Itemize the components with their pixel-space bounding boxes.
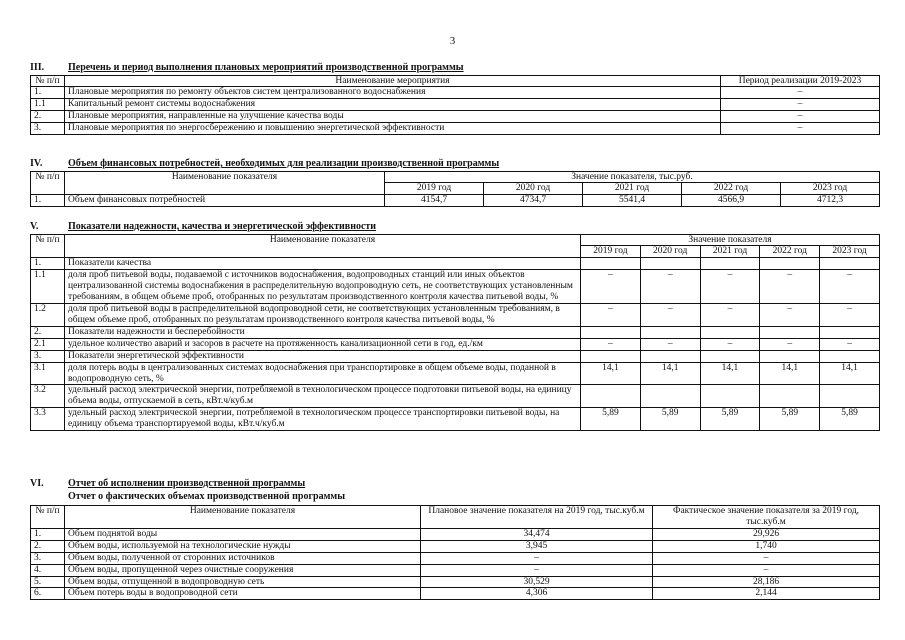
- table-row: [31, 350, 880, 362]
- fact-value: 1,740: [653, 540, 880, 552]
- col-indicator-name: Наименование показателя: [65, 234, 581, 258]
- section-6-title: Отчет об исполнении производственной программы: [68, 478, 306, 489]
- col-indicator-name: Наименование показателя: [65, 171, 385, 195]
- value-cell: [700, 326, 760, 338]
- value-cell: 14,1: [820, 362, 880, 385]
- fact-value: 2,144: [653, 588, 880, 600]
- row-number: 1.2: [31, 304, 65, 327]
- col-value-group: Значение показателя: [581, 234, 880, 246]
- indicator-name: Показатели надежности и бесперебойности: [65, 326, 581, 338]
- section-3-number: III.: [30, 62, 45, 73]
- section-3-title: Перечень и период выполнения плановых мероприятий производственной программы: [68, 62, 464, 73]
- value-cell: –: [820, 304, 880, 327]
- value-cell: [760, 326, 820, 338]
- period-value: –: [721, 87, 880, 99]
- row-number: 2.1: [31, 338, 65, 350]
- indicator-name: Показатели энергетической эффективности: [65, 350, 581, 362]
- value-cell: 4566,9: [682, 195, 781, 207]
- report-table: [30, 505, 880, 600]
- section-4-title: Объем финансовых потребностей, необходимых для реализации производственной программы: [68, 158, 500, 169]
- row-number: 3.: [31, 350, 65, 362]
- value-cell: [640, 258, 700, 270]
- value-cell: [700, 258, 760, 270]
- year-header: 2023 год: [781, 183, 880, 195]
- row-number: 3.1: [31, 362, 65, 385]
- value-cell: –: [760, 338, 820, 350]
- value-cell: –: [820, 338, 880, 350]
- value-cell: 4712,3: [781, 195, 880, 207]
- value-cell: –: [640, 270, 700, 304]
- value-cell: [640, 385, 700, 408]
- indicator-name: Объем финансовых потребностей: [65, 195, 385, 207]
- value-cell: –: [581, 338, 641, 350]
- value-cell: 4154,7: [385, 195, 484, 207]
- value-cell: 4734,7: [484, 195, 583, 207]
- row-number: 1.1: [31, 99, 65, 111]
- measures-table: [30, 75, 880, 136]
- table-row: [31, 362, 880, 385]
- indicator-name: Объем воды, используемой на технологические нужды: [65, 540, 421, 552]
- table-row: [31, 576, 880, 588]
- col-period: Период реализации 2019-2023: [721, 75, 880, 87]
- table-row: [31, 258, 880, 270]
- fact-value: –: [653, 564, 880, 576]
- value-cell: 5,89: [760, 408, 820, 431]
- value-cell: 5,89: [640, 408, 700, 431]
- year-header: 2019 год: [385, 183, 484, 195]
- fact-value: –: [653, 552, 880, 564]
- row-number: 4.: [31, 564, 65, 576]
- value-cell: [640, 350, 700, 362]
- col-measure-name: Наименование мероприятия: [65, 75, 721, 87]
- year-header: 2020 год: [484, 183, 583, 195]
- value-cell: 5,89: [700, 408, 760, 431]
- period-value: –: [721, 99, 880, 111]
- row-number: 1.: [31, 87, 65, 99]
- plan-value: 3,945: [421, 540, 653, 552]
- section-4: [30, 158, 880, 207]
- row-number: 2.: [31, 111, 65, 123]
- year-header: 2022 год: [682, 183, 781, 195]
- indicator-name: удельное количество аварий и засоров в расчете на протяженность канализационной сети в год, ед./км: [65, 338, 581, 350]
- col-number: № п/п: [31, 171, 65, 195]
- table-row: [31, 270, 880, 304]
- measure-name: Плановые мероприятия по энергосбережению и повышению энергетической эффективности: [65, 123, 721, 135]
- indicator-name: Объем воды, отпущенной в водопроводную сеть: [65, 576, 421, 588]
- table-header-row: [31, 75, 880, 87]
- col-number: № п/п: [31, 75, 65, 87]
- table-row: [31, 385, 880, 408]
- row-number: 1.1: [31, 270, 65, 304]
- row-number: 3.: [31, 552, 65, 564]
- measure-name: Плановые мероприятия, направленные на улучшение качества воды: [65, 111, 721, 123]
- table-row: [31, 540, 880, 552]
- value-cell: 5,89: [820, 408, 880, 431]
- col-plan-value: Плановое значение показателя на 2019 год, тыс.куб.м: [421, 506, 653, 529]
- section-5: [30, 221, 880, 431]
- fact-value: 28,186: [653, 576, 880, 588]
- table-header-row: [31, 171, 880, 183]
- value-cell: [640, 326, 700, 338]
- measure-name: Капитальный ремонт системы водоснабжения: [65, 99, 721, 111]
- value-cell: [820, 350, 880, 362]
- indicator-name: Объем воды, пропущенной через очистные сооружения: [65, 564, 421, 576]
- value-cell: [760, 385, 820, 408]
- section-4-number: IV.: [30, 158, 43, 169]
- value-cell: [760, 258, 820, 270]
- value-cell: –: [820, 270, 880, 304]
- indicator-name: Объем поднятой воды: [65, 528, 421, 540]
- row-number: 6.: [31, 588, 65, 600]
- indicator-name: доля проб питьевой воды, подаваемой с источников водоснабжения, водопроводных станций или иных объектов централизованной системы водоснабжения в распределительную водопроводную сеть, не соответствующих установленным требованиям, в общем объеме проб, отобранных по результатам производственного контроля качества питьевой воды, %: [65, 270, 581, 304]
- value-cell: –: [700, 304, 760, 327]
- table-row: [31, 99, 880, 111]
- indicators-table: [30, 234, 880, 432]
- section-5-header: [30, 221, 880, 233]
- table-header-row: [31, 234, 880, 246]
- plan-value: 4,306: [421, 588, 653, 600]
- plan-value: –: [421, 552, 653, 564]
- table-row: [31, 123, 880, 135]
- year-header: 2021 год: [700, 246, 760, 258]
- section-6-header: [30, 478, 880, 490]
- row-number: 1.: [31, 258, 65, 270]
- value-cell: [581, 350, 641, 362]
- section-6-subtitle: Отчет о фактических объемах производственной программы: [68, 490, 345, 502]
- value-cell: –: [760, 270, 820, 304]
- indicator-name: удельный расход электрической энергии, потребляемой в технологическом процессе подготовки питьевой воды, на единицу объема воды, отпускаемой в сеть, кВт.ч/куб.м: [65, 385, 581, 408]
- value-cell: –: [640, 338, 700, 350]
- row-number: 2.: [31, 540, 65, 552]
- year-header: 2021 год: [583, 183, 682, 195]
- row-number: 5.: [31, 576, 65, 588]
- value-cell: [820, 385, 880, 408]
- table-header-row: [31, 506, 880, 529]
- table-row: [31, 408, 880, 431]
- section-3-header: [30, 62, 880, 74]
- section-6: [30, 478, 880, 600]
- year-header: 2020 год: [640, 246, 700, 258]
- value-cell: –: [640, 304, 700, 327]
- table-row: [31, 87, 880, 99]
- col-fact-value: Фактическое значение показателя за 2019 год, тыс.куб.м: [653, 506, 880, 529]
- value-cell: [700, 385, 760, 408]
- row-number: 1.: [31, 195, 65, 207]
- indicator-name: доля потерь воды в централизованных системах водоснабжения при транспортировке в общем объеме воды, поданной в водопроводную сеть, %: [65, 362, 581, 385]
- plan-value: 34,474: [421, 528, 653, 540]
- page-number: 3: [449, 35, 456, 47]
- value-cell: [581, 326, 641, 338]
- col-value-group: Значение показателя, тыс.руб.: [385, 171, 880, 183]
- value-cell: –: [700, 338, 760, 350]
- value-cell: [820, 258, 880, 270]
- value-cell: –: [581, 270, 641, 304]
- indicator-name: удельный расход электрической энергии, потребляемой в технологическом процессе транспортировки питьевой воды, на единицу объема транспортируемой воды, кВт.ч/куб.м: [65, 408, 581, 431]
- period-value: –: [721, 123, 880, 135]
- value-cell: 14,1: [581, 362, 641, 385]
- value-cell: –: [760, 304, 820, 327]
- table-row: [31, 588, 880, 600]
- value-cell: [700, 350, 760, 362]
- table-row: [31, 338, 880, 350]
- plan-value: –: [421, 564, 653, 576]
- table-row: [31, 552, 880, 564]
- value-cell: 5,89: [581, 408, 641, 431]
- indicator-name: Объем потерь воды в водопроводной сети: [65, 588, 421, 600]
- col-indicator-name: Наименование показателя: [65, 506, 421, 529]
- year-header: 2023 год: [820, 246, 880, 258]
- value-cell: –: [700, 270, 760, 304]
- table-row: [31, 326, 880, 338]
- finance-table: [30, 171, 880, 208]
- year-header: 2019 год: [581, 246, 641, 258]
- col-number: № п/п: [31, 506, 65, 529]
- period-value: –: [721, 111, 880, 123]
- measure-name: Плановые мероприятия по ремонту объектов систем централизованного водоснабжения: [65, 87, 721, 99]
- value-cell: [581, 258, 641, 270]
- row-number: 1.: [31, 528, 65, 540]
- section-4-header: [30, 158, 880, 170]
- value-cell: [820, 326, 880, 338]
- value-cell: 14,1: [760, 362, 820, 385]
- value-cell: –: [581, 304, 641, 327]
- indicator-name: доля проб питьевой воды в распределительной водопроводной сети, не соответствующих установленным требованиям, в общем объеме проб, отобранных по результатам производственного контроля качества питьевой воды, %: [65, 304, 581, 327]
- year-header: 2022 год: [760, 246, 820, 258]
- row-number: 3.: [31, 123, 65, 135]
- row-number: 3.3: [31, 408, 65, 431]
- indicator-name: Объем воды, полученной от сторонних источников: [65, 552, 421, 564]
- table-row: [31, 564, 880, 576]
- fact-value: 29,926: [653, 528, 880, 540]
- row-number: 3.2: [31, 385, 65, 408]
- section-5-title: Показатели надежности, качества и энергетической эффективности: [68, 221, 377, 232]
- value-cell: 5541,4: [583, 195, 682, 207]
- indicator-name: Показатели качества: [65, 258, 581, 270]
- value-cell: 14,1: [640, 362, 700, 385]
- plan-value: 30,529: [421, 576, 653, 588]
- section-3: [30, 62, 880, 135]
- col-number: № п/п: [31, 234, 65, 258]
- table-row: [31, 528, 880, 540]
- value-cell: 14,1: [700, 362, 760, 385]
- table-row: [31, 304, 880, 327]
- section-5-number: V.: [30, 221, 39, 232]
- section-6-number: VI.: [30, 478, 44, 489]
- table-row: [31, 111, 880, 123]
- value-cell: [581, 385, 641, 408]
- table-row: [31, 195, 880, 207]
- row-number: 2.: [31, 326, 65, 338]
- value-cell: [760, 350, 820, 362]
